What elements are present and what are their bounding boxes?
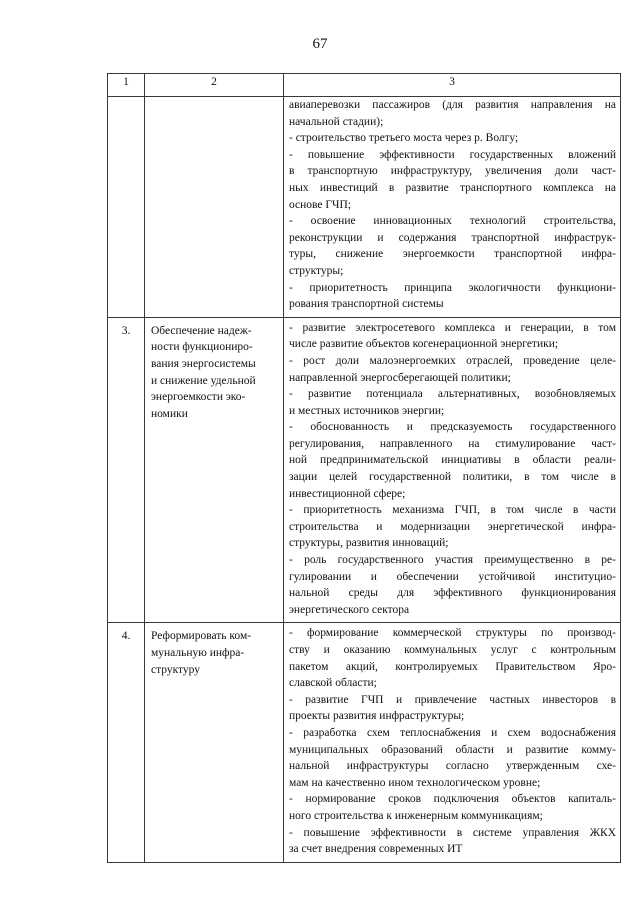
measure-item-line: - развитие потенциала альтернативных, возобновляемых — [289, 388, 616, 401]
measure-item-line: регулирования, направленного на стимулирование част- — [289, 437, 616, 450]
measure-item-line: ного строительства к инженерным коммуникациям; — [289, 809, 543, 822]
measure-item — [289, 130, 616, 147]
measure-item-line: нальной инфраструктуры согласно утвержденным схе- — [289, 760, 616, 773]
measure-item-line: - развитие ГЧП и привлечение частных инвесторов в — [289, 693, 616, 706]
task-title — [145, 623, 284, 862]
page-number: 67 — [312, 36, 328, 52]
measure-item — [289, 280, 616, 313]
measure-item-line: - развитие электросетевого комплекса и генерации, в том — [289, 321, 616, 334]
measure-item-line: энергетического сектора — [289, 603, 410, 616]
measures-list — [284, 623, 621, 862]
task-title-line: мунальную инфра- — [151, 647, 245, 659]
measure-item-line: - приоритетность механизма ГЧП, в том числе в части — [289, 504, 616, 517]
measure-item-line: строительства и модернизации энергетической инфра- — [289, 520, 616, 533]
measure-item — [289, 825, 616, 858]
measure-item-line: гулировании и обеспечении устойчивой институцио- — [289, 570, 616, 583]
row-number: 3. — [108, 317, 145, 623]
measure-item-line: за счет внедрения современных ИТ — [289, 843, 463, 856]
measure-item-line: - повышение эффективности в системе управления ЖКХ — [289, 826, 616, 839]
measure-item-line: - нормирование сроков подключения объектов капиталь- — [289, 793, 616, 806]
measure-item-line: реконструкции и содержания транспортной инфраструк- — [289, 231, 616, 244]
measure-item-line: - формирование коммерческой структуры по производ- — [289, 627, 616, 640]
measure-item-line: ной предпринимательской инициативы в области реали- — [289, 454, 616, 467]
measure-item — [289, 320, 616, 353]
measure-item-line: ных инвестиций в развитие транспортного комплекса на — [289, 181, 616, 194]
task-title-line: Обеспечение надеж- — [151, 324, 252, 337]
measures-table — [107, 73, 621, 863]
table-row — [108, 317, 621, 623]
measure-item — [289, 552, 616, 618]
measure-item-line: структуры; — [289, 264, 344, 277]
measure-item-line: - роль государственного участия преимущественно в ре- — [289, 554, 616, 567]
measure-item — [289, 419, 616, 502]
row-number: 4. — [108, 623, 145, 862]
measure-item-line: направленной энергосберегающей политики; — [289, 371, 511, 384]
measure-item-line: пакетом акций, контролируемых Правительством Яро- — [289, 660, 616, 673]
measure-item-line: основе ГЧП; — [289, 198, 352, 211]
measure-item-line: туры, снижение энергоемкости транспортной инфра- — [289, 248, 616, 261]
measure-item-line: инвестиционной сфере; — [289, 487, 406, 500]
measures-list — [284, 97, 621, 318]
task-title-line: ности функциониро- — [151, 341, 253, 354]
task-title-line: энергоемкости эко- — [151, 391, 246, 404]
measure-item — [289, 725, 616, 791]
measure-item — [289, 791, 616, 824]
measure-item — [289, 502, 616, 552]
measure-item — [289, 213, 616, 279]
table-header-row — [108, 74, 621, 97]
measure-item-line: муниципальных образований области и развитие комму- — [289, 743, 616, 756]
measure-item-line: - приоритетность принципа экологичности функциони- — [289, 281, 616, 294]
measure-item-line: - строительство третьего моста через р. Волгу; — [289, 132, 519, 145]
task-title-line: номики — [151, 407, 188, 420]
task-title-line: структуру — [151, 663, 201, 676]
measure-item — [289, 692, 616, 725]
measure-item-line: славской области; — [289, 677, 377, 690]
table-row — [108, 623, 621, 862]
header-cell-1: 1 — [108, 74, 145, 97]
measure-item — [289, 97, 616, 130]
table-row — [108, 97, 621, 318]
row-number — [108, 97, 145, 318]
task-title-line: Реформировать ком- — [151, 630, 252, 643]
measure-item-line: проекты развития инфраструктуры; — [289, 710, 465, 723]
measure-item-line: нальной среды для эффективного функционирования — [289, 587, 616, 600]
measure-item — [289, 147, 616, 213]
measure-item-line: авиаперевозки пассажиров (для развития направления на — [289, 99, 616, 111]
measure-item-line: - освоение инновационных технологий строительства, — [289, 215, 616, 228]
task-title — [145, 317, 284, 623]
task-title-line: вания энергосистемы — [151, 357, 256, 370]
measure-item-line: зации целей государственной политики, в том числе в — [289, 471, 616, 484]
measure-item-line: и местных источников энергии; — [289, 404, 445, 417]
measure-item — [289, 625, 616, 691]
measure-item — [289, 353, 616, 386]
measure-item-line: мам на качественно ином технологическом уровне; — [289, 776, 541, 789]
measure-item-line: рования транспортной системы — [289, 298, 444, 311]
measure-item-line: в транспортную инфраструктуру, увеличения доли част- — [289, 165, 616, 178]
task-title — [145, 97, 284, 318]
measure-item-line: структуры, развития инноваций; — [289, 537, 449, 550]
header-cell-3: 3 — [284, 74, 621, 97]
measure-item-line: ству и оказанию коммунальных услуг с контрольным — [289, 644, 616, 656]
header-cell-2: 2 — [145, 74, 284, 97]
measure-item-line: начальной стадии); — [289, 115, 384, 128]
measure-item-line: числе развитие объектов когенерационной энергетики; — [289, 338, 559, 351]
measure-item-line: - повышение эффективности государственных вложений — [289, 148, 616, 161]
measure-item-line: - рост доли малоэнергоемких отраслей, проведение целе- — [289, 354, 616, 367]
measure-item-line: - разработка схем теплоснабжения и схем водоснабжения — [289, 726, 616, 739]
measures-list — [284, 317, 621, 623]
measure-item-line: - обоснованность и предсказуемость государственного — [289, 421, 616, 434]
measure-item — [289, 386, 616, 419]
task-title-line: и снижение удельной — [151, 374, 256, 387]
